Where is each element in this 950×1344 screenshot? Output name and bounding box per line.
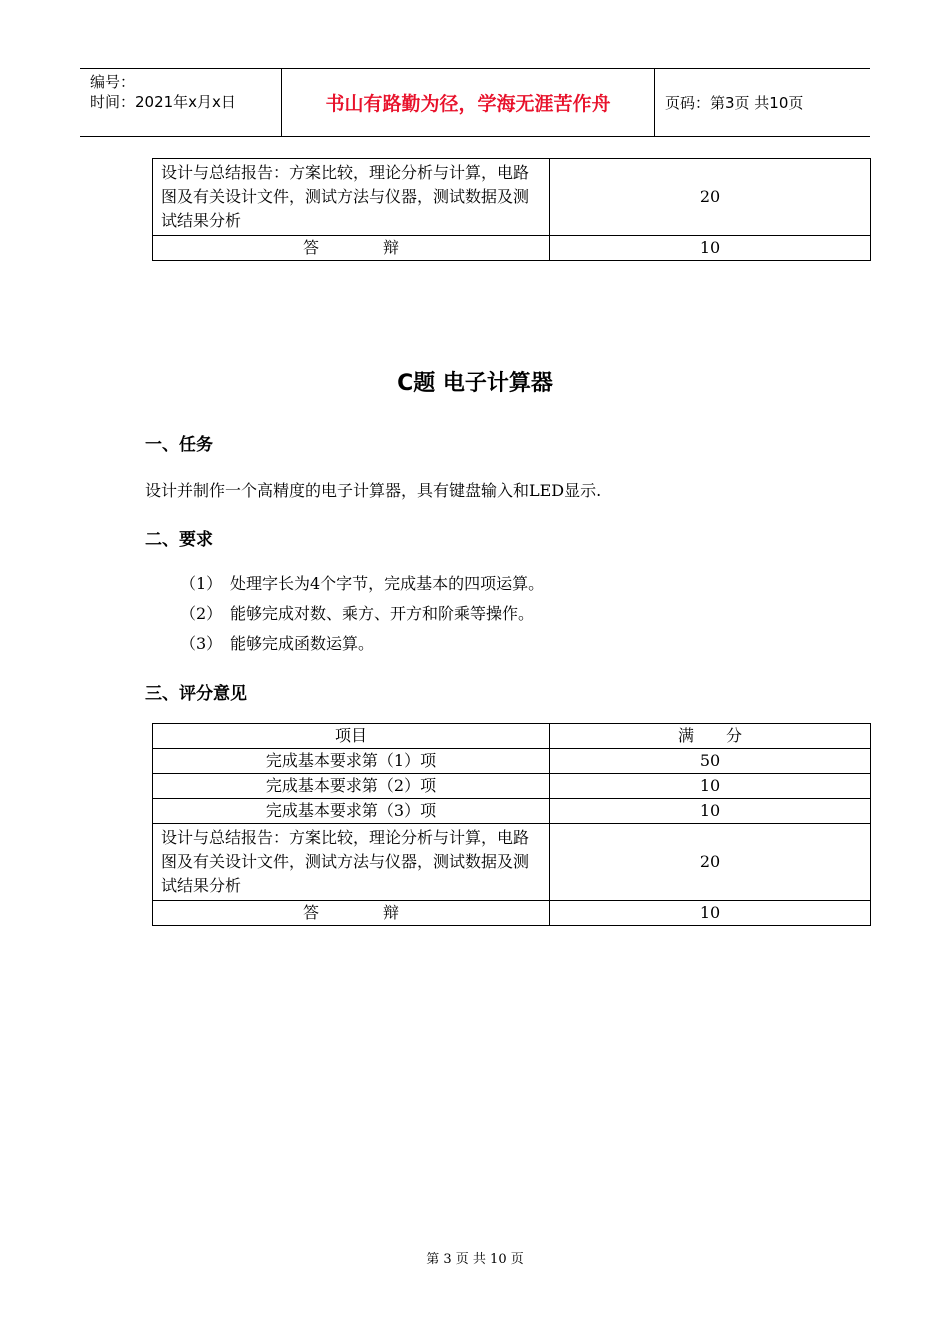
table-header-row bbox=[153, 724, 871, 749]
header-page-code: 页码：第3页 共10页 bbox=[665, 94, 804, 112]
heading-requirements: 二、要求 bbox=[145, 530, 213, 550]
heading-task: 一、任务 bbox=[145, 435, 213, 455]
requirement-number: （1） bbox=[180, 574, 223, 593]
requirement-text: 处理字长为4个字节，完成基本的四项运算。 bbox=[230, 574, 545, 593]
task-text: 设计并制作一个高精度的电子计算器，具有键盘输入和LED显示. bbox=[145, 481, 602, 500]
table-cell-item: 设计与总结报告：方案比较，理论分析与计算，电路图及有关设计文件，测试方法与仪器，测试数据及测试结果分析 bbox=[153, 824, 550, 901]
table-header-item: 项目 bbox=[153, 724, 550, 749]
table-cell-score: 10 bbox=[550, 799, 871, 824]
table-cell-item: 完成基本要求第（3）项 bbox=[153, 799, 550, 824]
header-meta bbox=[80, 69, 282, 136]
requirement-text: 能够完成对数、乘方、开方和阶乘等操作。 bbox=[230, 604, 535, 623]
header-date: 时间：2021年x月x日 bbox=[90, 93, 236, 111]
list-item bbox=[180, 631, 374, 654]
table-cell-score: 10 bbox=[550, 236, 871, 261]
page-footer: 第 3 页 共 10 页 bbox=[426, 1252, 524, 1267]
requirement-number: （2） bbox=[180, 604, 223, 623]
requirement-text: 能够完成函数运算。 bbox=[230, 634, 375, 653]
score-table bbox=[152, 723, 871, 926]
table-cell-item: 答 辩 bbox=[153, 236, 550, 261]
table-cell-score: 20 bbox=[550, 824, 871, 901]
table-row bbox=[153, 774, 871, 799]
page-header bbox=[80, 68, 870, 137]
table-cell-item: 完成基本要求第（2）项 bbox=[153, 774, 550, 799]
heading-scoring: 三、评分意见 bbox=[145, 684, 247, 704]
table-cell-item: 设计与总结报告：方案比较，理论分析与计算，电路图及有关设计文件，测试方法与仪器，测试数据及测试结果分析 bbox=[153, 159, 550, 236]
score-table-top bbox=[152, 158, 871, 261]
table-cell-score: 50 bbox=[550, 749, 871, 774]
list-item bbox=[180, 571, 544, 594]
table-cell-item: 完成基本要求第（1）项 bbox=[153, 749, 550, 774]
header-motto: 书山有路勤为径，学海无涯苦作舟 bbox=[282, 69, 655, 136]
requirement-number: （3） bbox=[180, 634, 223, 653]
table-cell-score: 10 bbox=[550, 774, 871, 799]
list-item bbox=[180, 601, 534, 624]
header-number-label: 编号： bbox=[90, 73, 136, 91]
table-cell-score: 10 bbox=[550, 901, 871, 926]
section-title: C题 电子计算器 bbox=[397, 371, 553, 396]
table-cell-item: 答 辩 bbox=[153, 901, 550, 926]
table-row bbox=[153, 236, 871, 261]
table-row bbox=[153, 749, 871, 774]
table-row bbox=[153, 824, 871, 901]
table-row bbox=[153, 799, 871, 824]
table-cell-score: 20 bbox=[550, 159, 871, 236]
table-header-score: 满 分 bbox=[550, 724, 871, 749]
table-row bbox=[153, 159, 871, 236]
table-row bbox=[153, 901, 871, 926]
